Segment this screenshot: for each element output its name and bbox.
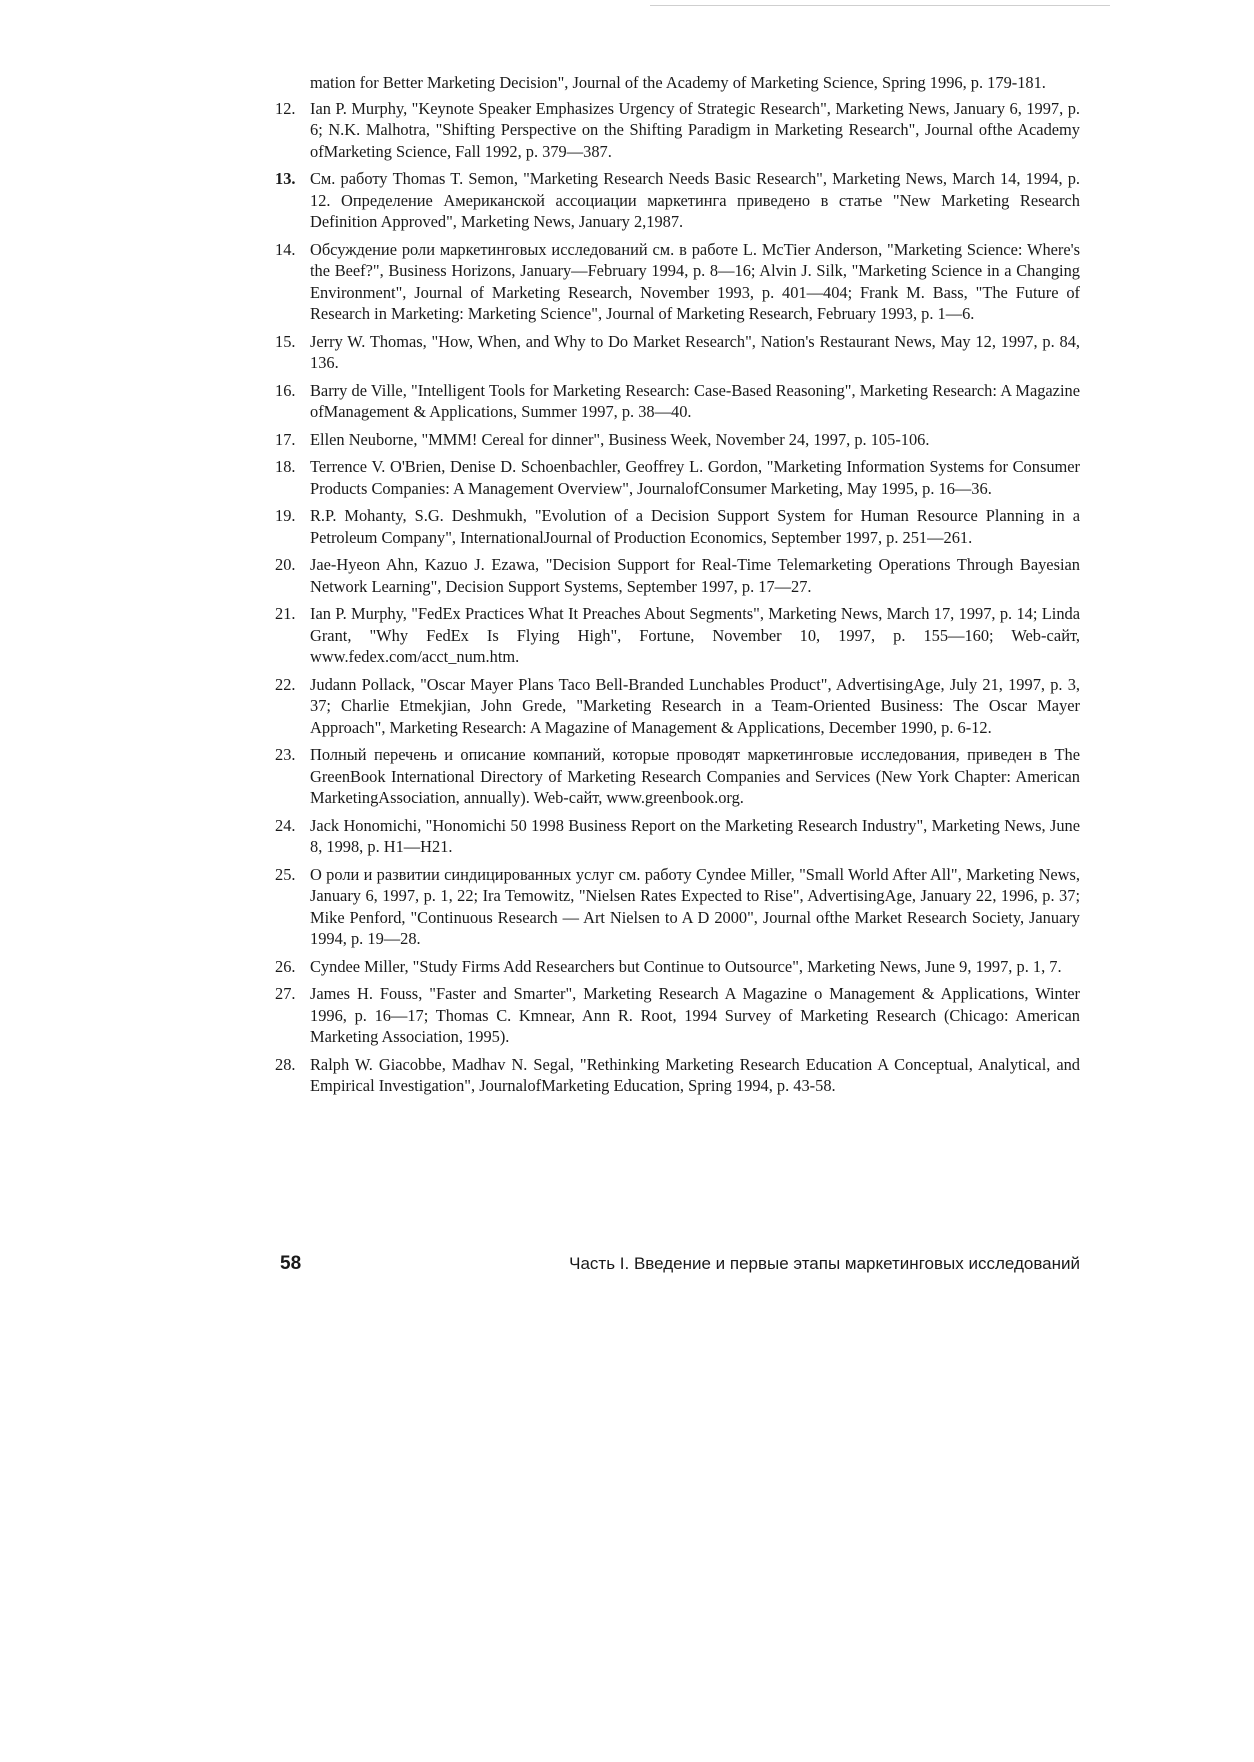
reference-number: 22. (275, 674, 296, 694)
reference-item-17 (275, 429, 1080, 451)
reference-item-13 (275, 168, 1080, 233)
reference-number: 24. (275, 815, 296, 835)
reference-number: 28. (275, 1054, 296, 1074)
reference-item-15 (275, 331, 1080, 374)
reference-number: 13. (275, 169, 296, 188)
reference-text: См. работу Thomas T. Semon, "Marketing Research Needs Basic Research", Marketing News, March 14, 1994, p. 12. Определение Американской ассоциации маркетинга приведено в статье "New Marketing Research Definition Approved", Marketing News, January 2,1987. (310, 169, 1080, 231)
reference-item-26 (275, 956, 1080, 978)
top-rule (650, 5, 1110, 6)
page-footer (280, 1253, 1080, 1275)
reference-text: Ian P. Murphy, "FedEx Practices What It Preaches About Segments", Marketing News, March 17, 1997, p. 14; Linda Grant, "Why FedEx Is Flying High", Fortune, November 10, 1997, p. 155—160; Web-сайт, www.fedex.com/acct_num.htm. (310, 604, 1080, 666)
reference-text: О роли и развитии синдицированных услуг см. работу Cyndee Miller, "Small World After All", Marketing News, January 6, 1997, p. 1, 22; Ira Temowitz, "Nielsen Rates Expected to Rise", AdvertisingAge, January 22, 1996, p. 37; Mike Penford, "Continuous Research — Art Nielsen to A D 2000", Journal ofthe Market Research Society, January 1994, p. 19—28. (310, 864, 1080, 948)
reference-text: Ian P. Murphy, "Keynote Speaker Emphasizes Urgency of Strategic Research", Marketing News, January 6, 1997, p. 6; N.K. Malhotra, "Shifting Perspective on the Shifting Paradigm in Marketing Research", Journal ofthe Academy ofMarketing Science, Fall 1992, p. 379—387. (310, 98, 1080, 161)
reference-item-18 (275, 456, 1080, 499)
reference-item-16 (275, 380, 1080, 423)
reference-text: Jack Honomichi, "Honomichi 50 1998 Business Report on the Marketing Research Industry", Marketing News, June 8, 1998, p. H1—H21. (310, 815, 1080, 856)
reference-number: 17. (275, 429, 296, 449)
reference-number: 15. (275, 331, 296, 351)
reference-item-21 (275, 603, 1080, 668)
reference-item-23 (275, 744, 1080, 809)
reference-item-12 (275, 98, 1080, 163)
reference-number: 14. (275, 239, 296, 259)
reference-number: 12. (275, 98, 296, 118)
reference-item-19 (275, 505, 1080, 548)
page-number: 58 (280, 1253, 302, 1274)
reference-item-20 (275, 554, 1080, 597)
reference-text: Cyndee Miller, "Study Firms Add Researchers but Continue to Outsource", Marketing News, June 9, 1997, p. 1, 7. (310, 956, 1062, 976)
reference-text: Обсуждение роли маркетинговых исследований см. в работе L. McTier Anderson, "Marketing Science: Where's the Beef?", Business Horizons, January—February 1994, p. 8—16; Alvin J. Silk, "Marketing Science in a Changing Environment", Journal of Marketing Research, November 1993, p. 401—404; Frank M. Bass, "The Future of Research in Marketing: Marketing Science", Journal of Marketing Research, February 1993, p. 1—6. (310, 239, 1080, 323)
reference-item-14 (275, 239, 1080, 325)
reference-number: 27. (275, 984, 296, 1003)
references-block (275, 72, 1080, 1103)
reference-item-28 (275, 1054, 1080, 1097)
reference-item-24 (275, 815, 1080, 858)
reference-number: 18. (275, 457, 296, 476)
reference-item-27 (275, 983, 1080, 1048)
reference-text: James H. Fouss, "Faster and Smarter", Marketing Research A Magazine o Management & Applications, Winter 1996, p. 16—17; Thomas C. Kmnear, Ann R. Root, 1994 Survey of Marketing Research (Chicago: American Marketing Association, 1995). (310, 984, 1080, 1046)
reference-number: 19. (275, 506, 296, 525)
reference-text: Judann Pollack, "Oscar Mayer Plans Taco Bell-Branded Lunchables Product", AdvertisingAge, July 21, 1997, p. 3, 37; Charlie Etmekjian, John Grede, "Marketing Research in a Team-Oriented Business: The Oscar Mayer Approach", Marketing Research: A Magazine of Management & Applications, December 1990, p. 6-12. (310, 674, 1080, 737)
reference-text: Jae-Hyeon Ahn, Kazuo J. Ezawa, "Decision Support for Real-Time Telemarketing Operations Through Bayesian Network Learning", Decision Support Systems, September 1997, p. 17—27. (310, 555, 1080, 596)
reference-number: 16. (275, 380, 296, 400)
reference-number: 25. (275, 864, 296, 884)
reference-text: Barry de Ville, "Intelligent Tools for Marketing Research: Case-Based Reasoning", Marketing Research: A Magazine ofManagement & Applications, Summer 1997, p. 38—40. (310, 380, 1080, 421)
reference-text: R.P. Mohanty, S.G. Deshmukh, "Evolution of a Decision Support System for Human Resource Planning in a Petroleum Company", InternationalJournal of Production Economics, September 1997, p. 251—261. (310, 506, 1080, 547)
reference-item-25 (275, 864, 1080, 950)
reference-text: Terrence V. O'Brien, Denise D. Schoenbachler, Geoffrey L. Gordon, "Marketing Information Systems for Consumer Products Companies: A Management Overview", JournalofConsumer Marketing, May 1995, p. 16—36. (310, 457, 1080, 498)
reference-number: 20. (275, 555, 296, 574)
reference-text: Ralph W. Giacobbe, Madhav N. Segal, "Rethinking Marketing Research Education A Conceptual, Analytical, and Empirical Investigation", JournalofMarketing Education, Spring 1994, p. 43-58. (310, 1054, 1080, 1095)
reference-item-22 (275, 674, 1080, 739)
reference-continuation: mation for Better Marketing Decision", Journal of the Academy of Marketing Science, Spring 1996, p. 179-181. (310, 73, 1046, 92)
running-head: Часть I. Введение и первые этапы маркетинговых исследований (569, 1254, 1080, 1273)
reference-text: Ellen Neuborne, "MMM! Cereal for dinner", Business Week, November 24, 1997, p. 105-106. (310, 429, 930, 449)
reference-number: 26. (275, 956, 296, 976)
reference-number: 21. (275, 604, 296, 623)
reference-text: Полный перечень и описание компаний, которые проводят маркетинговые исследования, приведен в The GreenBook International Directory of Marketing Research Companies and Services (New York Chapter: American MarketingAssociation, annually). Web-сайт, www.greenbook.org. (310, 745, 1080, 807)
reference-number: 23. (275, 745, 296, 764)
reference-text: Jerry W. Thomas, "How, When, and Why to Do Market Research", Nation's Restaurant News, May 12, 1997, p. 84, 136. (310, 331, 1080, 372)
